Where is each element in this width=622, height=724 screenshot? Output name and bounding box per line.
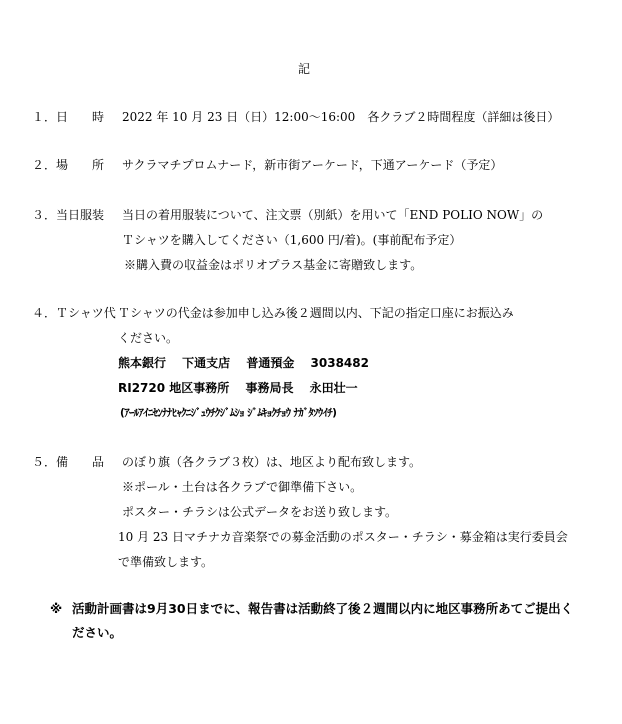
item-2-label: ２．場 所 <box>32 158 105 172</box>
item-5-label: ５．備 品 <box>32 455 105 469</box>
item-3-line-1: 当日の着用服装について、注文票（別紙）を用いて「END POLIO NOW」の <box>122 208 544 222</box>
item-1-line-1: 2022 年 10 月 23 日（日）12:00～16:00 各クラブ２時間程度（詳細は後日） <box>122 110 560 124</box>
item-5-line-3: ポスター・チラシは公式データをお送り致します。 <box>122 505 398 519</box>
item-5-line-1: のぼり旗（各クラブ３枚）は、地区より配布致します。 <box>122 455 422 469</box>
footer-note-line-1: 活動計画書は9月30日までに、報告書は活動終了後２週間以内に地区事務所あてご提出く <box>72 601 574 616</box>
item-5-line-2: ※ポール・土台は各クラブで御準備下さい。 <box>122 480 363 494</box>
item-1-label: １．日 時 <box>32 110 105 124</box>
bank-holder-kana: (ｱｰﾙｱｲﾆｾﾝﾅﾅﾋｬｸﾆｼﾞｭｳﾁｸｼﾞﾑｼｮ ｼﾞﾑｷｮｸﾁｮｳ ﾅｶﾞﾀｿｳｲﾁ) <box>120 407 337 419</box>
bank-holder: RI2720 地区事務所 事務局長 永田壮一 <box>118 381 358 395</box>
item-5-line-4: 10 月 23 日マチナカ音楽祭での募金活動のポスター・チラシ・募金箱は実行委員会 <box>118 530 568 544</box>
item-4-line-1: Ｔシャツの代金は参加申し込み後２週間以内、下記の指定口座にお振込み <box>118 306 514 320</box>
item-4-line-2: ください。 <box>118 331 179 345</box>
footer-note-line-2: ださい。 <box>72 625 123 640</box>
heading-ki: 記 <box>298 62 311 76</box>
item-4-label: ４．Ｔシャツ代 <box>32 306 116 320</box>
item-5-line-5: で準備致します。 <box>118 555 214 569</box>
item-3-label: ３．当日服装 <box>32 208 105 222</box>
item-3-line-3: ※購入費の収益金はポリオプラス基金に寄贈致します。 <box>124 258 423 272</box>
item-3-line-2: Ｔシャツを購入してください（1,600 円/着)。(事前配布予定） <box>122 233 462 247</box>
footer-note-mark: ※ <box>50 601 63 616</box>
item-2-line-1: サクラマチプロムナード，新市街アーケード，下通アーケード（予定） <box>122 158 503 172</box>
bank-account: 熊本銀行 下通支店 普通預金 3038482 <box>118 356 369 370</box>
